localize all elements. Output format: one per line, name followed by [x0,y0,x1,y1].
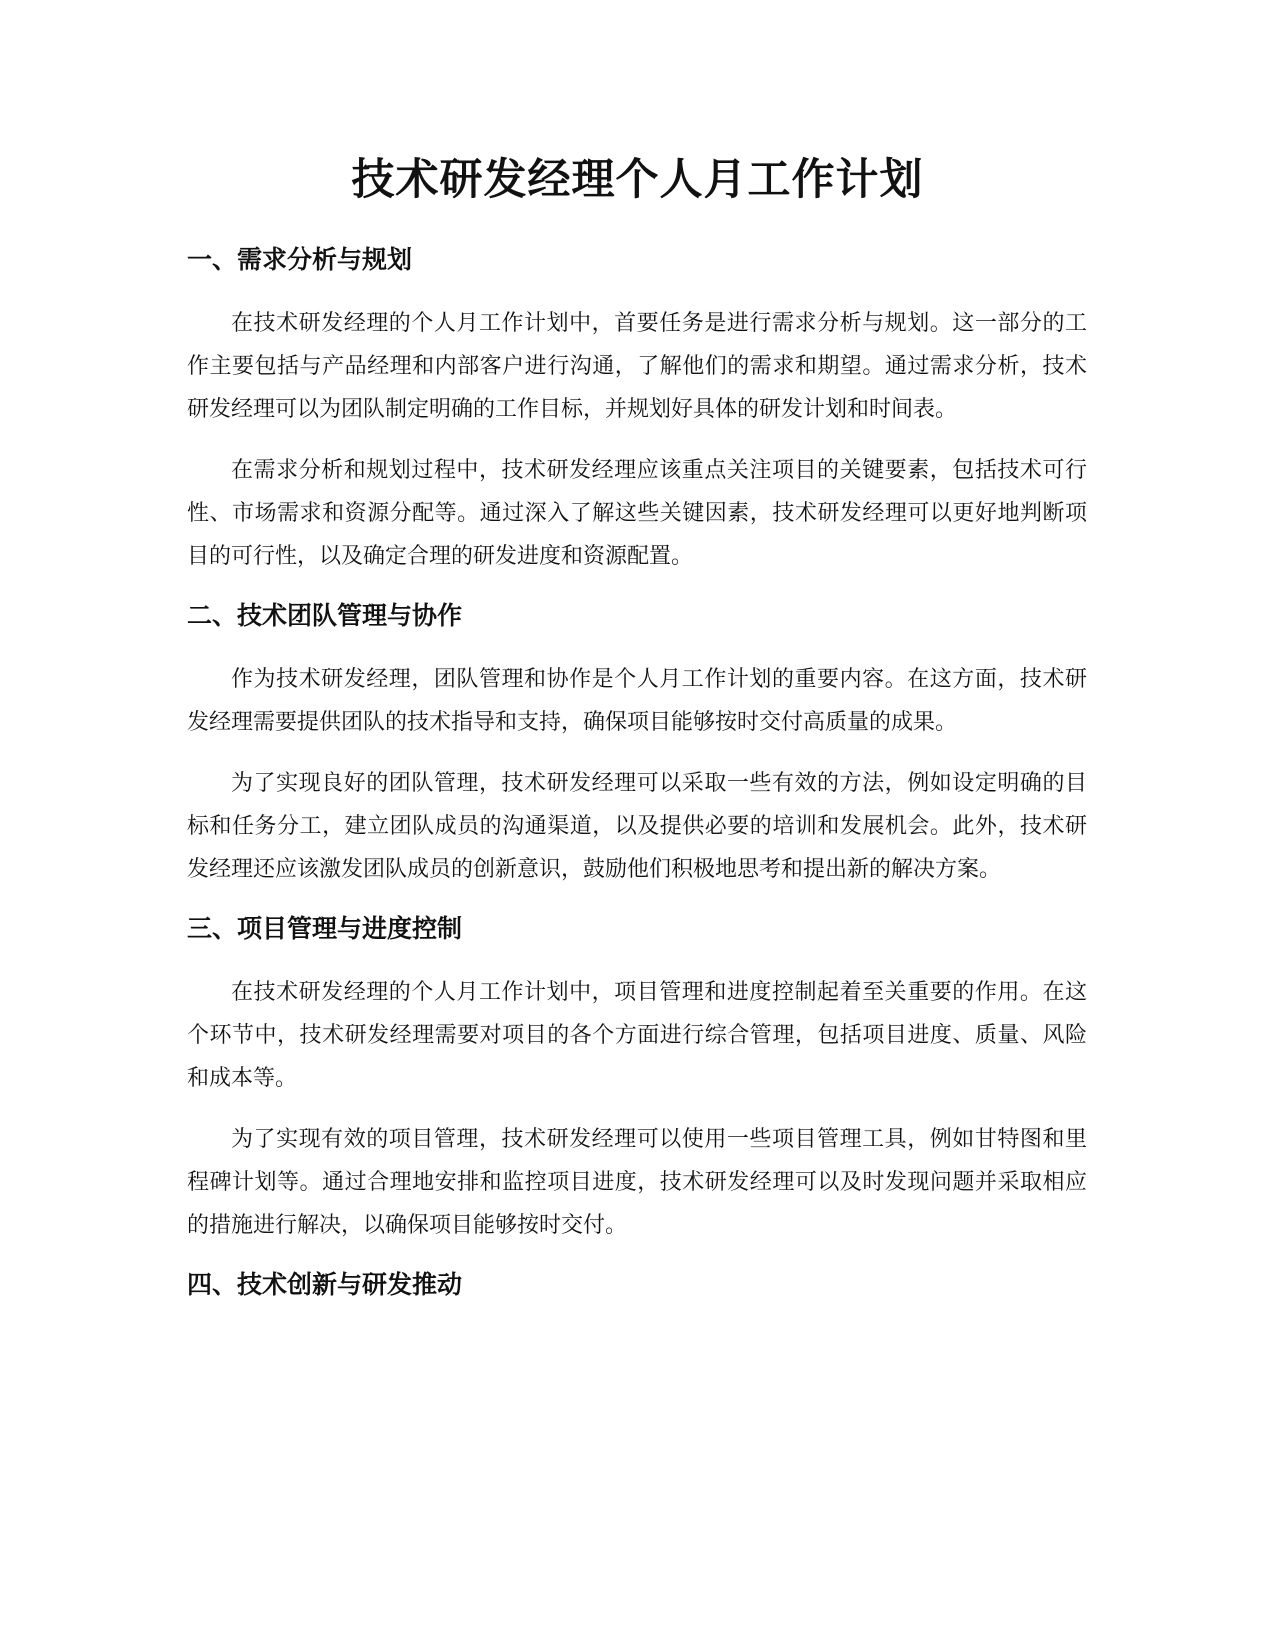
section-requirements [187,240,1087,578]
paragraph: 为了实现有效的项目管理，技术研发经理可以使用一些项目管理工具，例如甘特图和里程碑计划等。通过合理地安排和监控项目进度，技术研发经理可以及时发现问题并采取相应的措施进行解决，以确保项目能够按时交付。 [187,1127,1087,1238]
document-body [187,240,1087,1327]
paragraph: 为了实现良好的团队管理，技术研发经理可以采取一些有效的方法，例如设定明确的目标和任务分工，建立团队成员的沟通渠道，以及提供必要的培训和发展机会。此外，技术研发经理还应该激发团队成员的创新意识，鼓励他们积极地思考和提出新的解决方案。 [187,771,1087,882]
section-team-management [187,596,1087,891]
section-heading: 三、项目管理与进度控制 [187,914,463,943]
paragraph: 在需求分析和规划过程中，技术研发经理应该重点关注项目的关键要素，包括技术可行性、市场需求和资源分配等。通过深入了解这些关键因素，技术研发经理可以更好地判断项目的可行性，以及确定合理的研发进度和资源配置。 [187,458,1087,569]
paragraph: 在技术研发经理的个人月工作计划中，首要任务是进行需求分析与规划。这一部分的工作主要包括与产品经理和内部客户进行沟通，了解他们的需求和期望。通过需求分析，技术研发经理可以为团队制定明确的工作目标，并规划好具体的研发计划和时间表。 [187,311,1087,422]
paragraph: 作为技术研发经理，团队管理和协作是个人月工作计划的重要内容。在这方面，技术研发经理需要提供团队的技术指导和支持，确保项目能够按时交付高质量的成果。 [187,667,1087,735]
section-heading: 二、技术团队管理与协作 [187,601,463,630]
document-title: 技术研发经理个人月工作计划 [351,155,924,205]
section-heading: 四、技术创新与研发推动 [187,1270,463,1299]
section-heading: 一、需求分析与规划 [187,245,413,274]
section-innovation [187,1265,1087,1305]
section-project-management [187,909,1087,1247]
paragraph: 在技术研发经理的个人月工作计划中，项目管理和进度控制起着至关重要的作用。在这个环节中，技术研发经理需要对项目的各个方面进行综合管理，包括项目进度、质量、风险和成本等。 [187,980,1087,1091]
